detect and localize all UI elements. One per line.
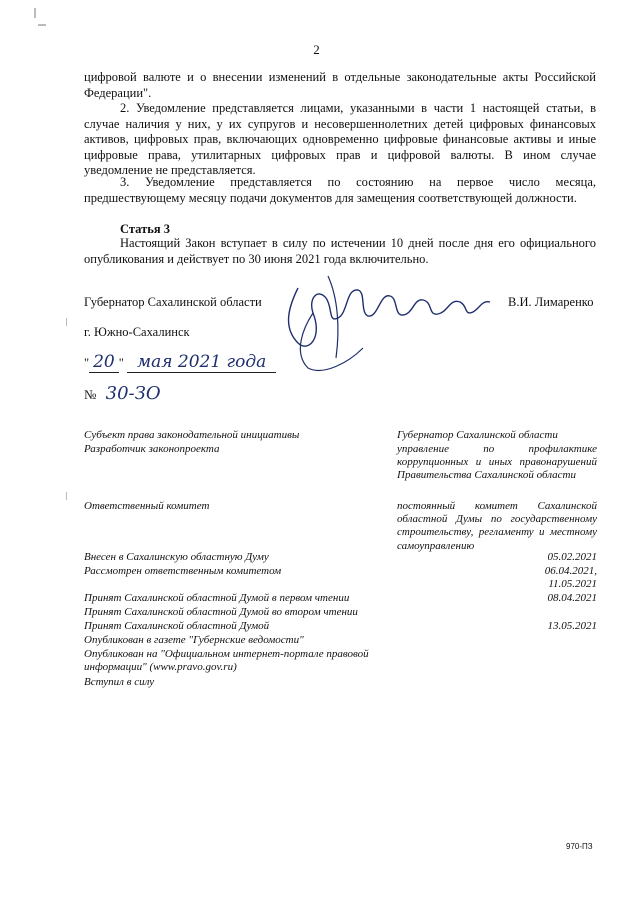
developer-label: Разработчик законопроекта: [84, 443, 220, 455]
entry-label: Внесен в Сахалинскую областную Думу: [84, 551, 269, 563]
entry-label: Принят Сахалинской областной Думой в первом чтении: [84, 592, 350, 604]
entry-label: Вступил в силу: [84, 676, 155, 688]
entry-date: 08.04.2021: [547, 592, 597, 604]
handwritten-signature: [268, 268, 498, 378]
entry-date: 13.05.2021: [547, 620, 597, 632]
entry-date: 06.04.2021,: [544, 565, 597, 577]
date-month-year: мая 2021 года: [127, 352, 276, 373]
number-label: №: [84, 387, 97, 402]
committee-value: постоянный комитет Сахалинской областной Думы по государственному строительству, регламенту и местному самоуправлению: [397, 500, 597, 552]
entry-date: 05.02.2021: [547, 551, 597, 563]
signatory-name: В.И. Лимаренко: [508, 295, 594, 309]
subject-label: Субъект права законодательной инициативы: [84, 429, 300, 441]
page-number: 2: [313, 42, 320, 57]
paragraph-3: 3. Уведомление представляется по состоянию на первое число месяца, предшествующему месяцу подачи документов для замещения соответствующей должности.: [84, 175, 596, 205]
subject-value: Губернатор Сахалинской области: [397, 429, 558, 441]
article-text: Настоящий Закон вступает в силу по истечении 10 дней после дня его официального опубликования и действует по 30 июня 2021 года включительно.: [84, 236, 596, 266]
law-number: [84, 383, 161, 404]
entry-label: Рассмотрен ответственным комитетом: [84, 565, 282, 577]
footer-code: 970-ПЗ: [566, 842, 593, 851]
scan-mark: [38, 24, 46, 26]
committee-label: Ответственный комитет: [84, 500, 210, 512]
entry-label: Принят Сахалинской областной Думой: [84, 620, 270, 632]
article-heading: Статья 3: [120, 222, 170, 236]
signing-city: г. Южно-Сахалинск: [84, 325, 190, 339]
scan-mark: [66, 318, 67, 326]
date-day: 20: [89, 352, 119, 373]
scan-mark: [34, 8, 36, 18]
number-value: 30-ЗО: [105, 383, 161, 404]
paragraph-continuation: цифровой валюте и о внесении изменений в отдельные законодательные акты Российской Федерации".: [84, 70, 596, 100]
entry-label: Опубликован в газете "Губернские ведомости": [84, 634, 304, 646]
entry-label: Принят Сахалинской областной Думой во втором чтении: [84, 606, 358, 618]
paragraph-2: 2. Уведомление представляется лицами, указанными в части 1 настоящей статьи, в случае наличия у них, у их супругов и несовершеннолетних детей цифровых финансовых активов, цифровых прав, включающих одновременно цифровые финансовые активы и иные цифровые права, утилитарных цифровых прав и цифровой валюты. В ином случае уведомление не представляется.: [84, 101, 596, 177]
developer-value: управление по профилактике коррупционных и иных правонарушений Правительства Сахалинской области: [397, 443, 597, 482]
entry-date: 11.05.2021: [548, 578, 597, 590]
entry-label: Опубликован на "Официальном интернет-портале правовой информации" (www.pravo.gov.ru): [84, 648, 369, 674]
scan-mark: [66, 492, 67, 500]
signing-date: " 20 " мая 2021 года: [84, 352, 276, 372]
signatory-position: Губернатор Сахалинской области: [84, 295, 262, 309]
